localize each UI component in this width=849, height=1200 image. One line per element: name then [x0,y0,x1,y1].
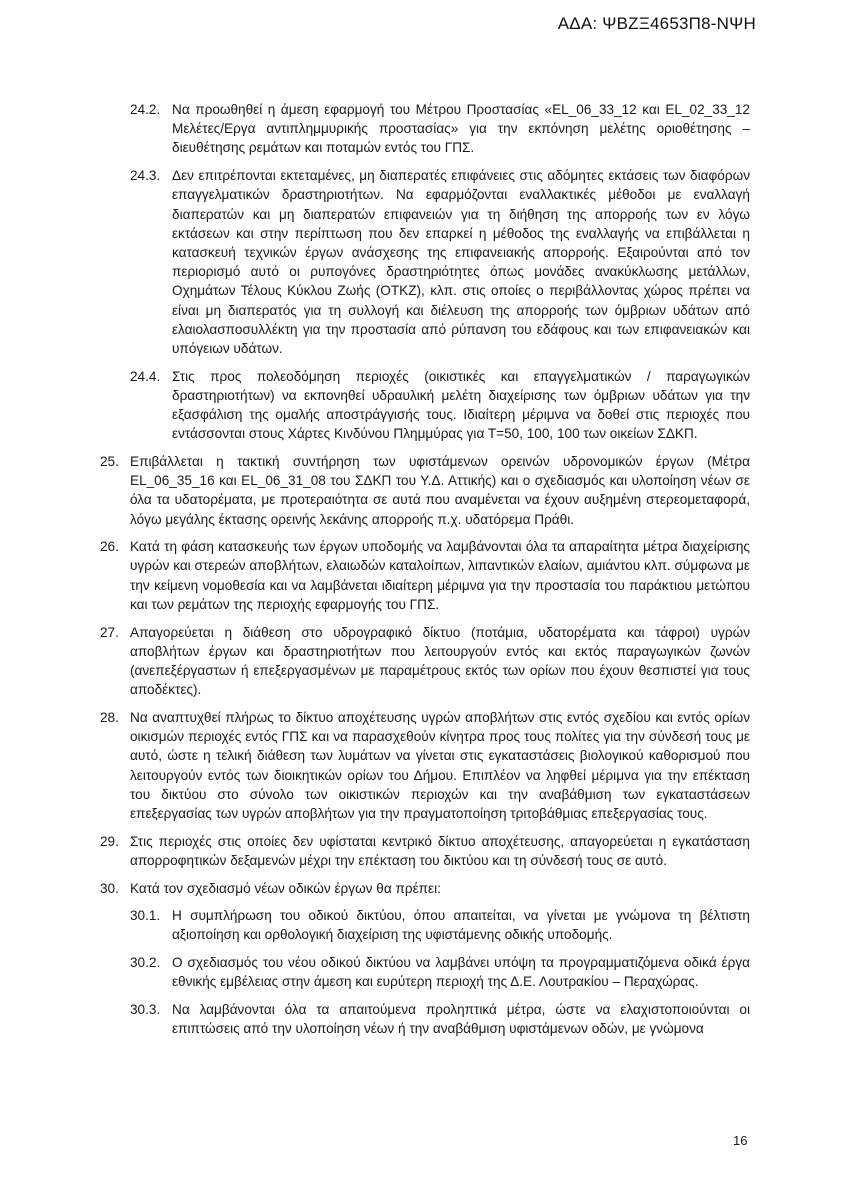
list-item-26 [100,537,750,614]
list-item-29 [100,832,750,870]
document-body [100,100,750,1047]
item-number: 28. [100,709,119,725]
item-text: Η συμπλήρωση του οδικού δικτύου, όπου απαιτείται, να γίνεται με γνώμονα τη βέλτιστη αξιοποίηση και ορθολογική διαχείριση της υφιστάμενης οδικής υποδομής. [172,908,750,943]
item-number: 30.3. [130,1002,161,1018]
list-item-24-3 [100,166,750,358]
item-number: 30.1. [130,908,161,924]
item-number: 24.4. [130,368,161,384]
item-text: Απαγορεύεται η διάθεση στο υδρογραφικό δίκτυο (ποτάμια, υδατορέματα και τάφροι) υγρών αποβλήτων έργων και δραστηριοτήτων που λειτουργούν εντός και εκτός παραγωγικών ζωνών (ανεπεξέργαστων ή επεξεργασμένων με παραμέτρους εκτός των ορίων που έχουν θεσπιστεί για τους αποδέκτες). [130,624,750,698]
list-item-27 [100,623,750,700]
item-text: Να λαμβάνονται όλα τα απαιτούμενα προληπτικά μέτρα, ώστε να ελαχιστοποιούνται οι επιπτώσεις από την υλοποίηση νέων ή την αναβάθμιση υφιστάμενων οδών, με γνώμονα [172,1002,750,1037]
item-number: 29. [100,833,119,849]
item-number: 24.2. [130,102,161,117]
item-text: Ο σχεδιασμός του νέου οδικού δικτύου να λαμβάνει υπόψη τα προγραμματιζόμενα οδικά έργα εθνικής εμβέλειας στην άμεση και ευρύτερη περιοχή της Δ.Ε. Λουτρακίου – Περαχώρας. [172,955,750,990]
item-text: Να αναπτυχθεί πλήρως το δίκτυο αποχέτευσης υγρών αποβλήτων στις εντός σχεδίου και εντός ορίων οικισμών περιοχές εντός ΓΠΣ και να παρασχεθούν κίνητρα προς τους πολίτες για την σύνδεσή τους με αυτό, ώστε η τελική διάθεση των λυμάτων να γίνεται στις εγκαταστάσεις βιολογικού καθορισμού που λειτουργούν εντός των διοικητικών ορίων του Δήμου. Επιπλέον να ληφθεί μέριμνα για την επέκταση του δικτύου στο σύνολο των οικιστικών περιοχών και την αναβάθμιση των εγκαταστάσεων επεξεργασίας των υγρών αποβλήτων για την πραγματοποίηση τριτοβάθμιας επεξεργασίας τους. [130,709,750,821]
item-text: Επιβάλλεται η τακτική συντήρηση των υφιστάμενων ορεινών υδρονομικών έργων (Μέτρα EL_06_35_16 και EL_06_31_08 του ΣΔΚΠ του Υ.Δ. Αττικής) και ο σχεδιασμός και υλοποίηση νέων σε όλα τα υδατορέματα, με προτεραιότητα σε αυτά που αναμένεται να έχουν αυξημένη στερεομεταφορά, λόγω μεγάλης έκτασης ορεινής λεκάνης απορροής π.χ. υδατόρεμα Πράθι. [130,453,750,527]
list-item-24-2 [100,100,750,158]
list-item-30 [100,879,750,898]
item-number: 24.3. [130,168,161,184]
item-number: 30. [100,880,119,896]
item-text: Να προωθηθεί η άμεση εφαρμογή του Μέτρου Προστασίας «EL_06_33_12 και EL_02_33_12 Μελέτες/Εργα αντιπλημμυρικής προστασίας» για την εκπόνηση μελέτης οριοθέτησης – διευθέτησης ρεμάτων και ποταμών εντός του ΓΠΣ. [172,102,750,156]
item-number: 27. [100,624,119,640]
document-ada-code: ΑΔΑ: ΨΒΖΞ4653Π8-ΝΨΗ [557,14,756,33]
item-text: Στις προς πολεοδόμηση περιοχές (οικιστικές και επαγγελματικών / παραγωγικών δραστηριοτήτων) να εκπονηθεί υδραυλική μελέτη διαχείρισης των όμβριων υδάτων για την εξασφάλιση της ομαλής αποστράγγισής τους. Ιδιαίτερη μέριμνα να δοθεί στις περιοχές που εντάσσονται στους Χάρτες Κινδύνου Πλημμύρας για Τ=50, 100, 100 των οικείων ΣΔΚΠ. [172,368,750,442]
item-text: Κατά τη φάση κατασκευής των έργων υποδομής να λαμβάνονται όλα τα απαραίτητα μέτρα διαχείρισης υγρών και στερεών αποβλήτων, ελαιωδών καταλοίπων, λιπαντικών ελαίων, αμιάντου κλπ. σύμφωνα με την κείμενη νομοθεσία και να λαμβάνεται ιδιαίτερη μέριμνα για την προστασία του παράκτιου μετώπου και των ρεμάτων της περιοχής εφαρμογής του ΓΠΣ. [130,539,750,612]
list-item-25 [100,452,750,529]
list-item-24-4 [100,367,750,444]
item-number: 26. [100,539,119,555]
list-item-30-2 [100,953,750,991]
list-item-28 [100,708,750,823]
list-item-30-3 [100,1000,750,1038]
list-item-30-1 [100,906,750,944]
item-text: Κατά τον σχεδιασμό νέων οδικών έργων θα πρέπει: [130,880,441,896]
item-number: 30.2. [130,955,161,971]
item-number: 25. [100,453,119,469]
page-number: 16 [733,1133,748,1148]
item-text: Στις περιοχές στις οποίες δεν υφίσταται κεντρικό δίκτυο αποχέτευσης, απαγορεύεται η εγκατάσταση απορροφητικών δεξαμενών μέχρι την επέκταση του δικτύου και τη σύνδεσή τους σε αυτό. [130,833,750,868]
item-text: Δεν επιτρέπονται εκτεταμένες, μη διαπερατές επιφάνειες στις αδόμητες εκτάσεις των διαφόρων επαγγελματικών δραστηριοτήτων. Να εφαρμόζονται εναλλακτικές μέθοδοι με εναλλαγή διαπερατών και μη διαπερατών επιφανειών για τη διήθηση της απορροής των εν λόγω εκτάσεων και στην περίπτωση που δεν επαρκεί η μέθοδος της εναλλαγής να επιβάλλεται η κατασκευή τεχνικών έργων ανάσχεσης της επιφανειακής απορροής. Εξαιρούνται από τον περιορισμό αυτό οι ρυπογόνες δραστηριότητες όπως μονάδες ανακύκλωσης μετάλλων, Οχημάτων Τέλους Κύκλου Ζωής (ΟΤΚΖ), κλπ. στις οποίες ο περιβάλλοντας χώρος πρέπει να είναι μη διαπερατός για τη συλλογή και διέλευση της απορροής των όμβριων υδάτων από ελαιολασποσυλλέκτη για την προστασία από ρύπανση του εδάφους και των επιφανειακών και υπόγειων υδάτων. [172,168,750,356]
